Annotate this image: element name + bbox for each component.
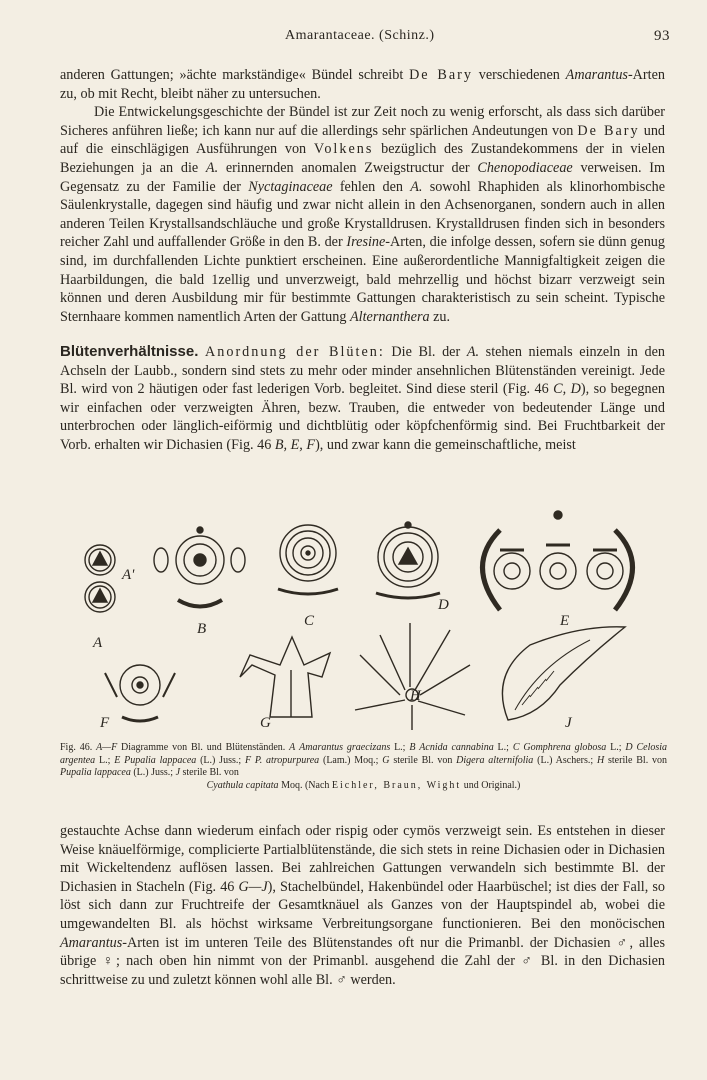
paragraph-bundles: Die Entwickelungsgeschichte der Bündel ist zur Zeit noch zu wenig erforscht, als dass sich darüber Sicheres anführen ließe; ich kann nur auf die allerdings sehr spärlichen Andeutungen von De Bary und auf die einschlägigen Ausführungen von Volkens bezüglich des Zustandekommens der in vielen Beziehungen ja an die A. erinnernden anomalen Zweigstructur der Chenopodiaceae verweisen. Im Gegensatz zu der Familie der Nyctaginaceae fehlen den A. sowohl Rhaphiden als klinorhombische Säulenkrystalle, dagegen sind häufig und zwar nicht allein in den Achsenorganen, sondern auch in allen anderen Teilen Krystallsandschläuche und große Krystalldrusen. Krystalldrusen finden sich in besonders reicher Zahl und auffallender Größe in den B. der Iresine-Arten, die infolge dessen, sofern sie dünn genug sind, im durchfallenden Lichte punktiert erscheinen. Eine außerordentliche Mannigfaltigkeit zeigen die Haarbildungen, die bald 1zellig und unverzweigt, bald mehrzellig und höchst bizarr verzweigt sein können und deren Ausbildung mir für bestimmte Gattungen charakteristisch zu sein scheint. Typische Sternhaare kommen namentlich Arten der Gattung Alternanthera zu. [60,104,666,325]
paragraph-continuation: anderen Gattungen; »ächte markständige« Bündel schreibt De Bary verschiedenen Amarantus-Arten zu, ob mit Recht, bleibt näher zu untersuchen. [60,67,665,102]
female-symbol: ♀ [102,953,116,970]
diagram-a [85,545,115,612]
diagram-d [376,522,440,598]
diagram-c [278,525,338,594]
figure-46 [60,505,665,745]
label-e: E [560,613,570,629]
section-heading: Blütenverhältnisse. [60,343,199,360]
running-title: Amarantaceae. (Schinz.) [285,28,435,43]
label-h: H [410,688,421,704]
male-symbol: ♂ [336,971,347,988]
label-a-prime: A' [122,567,135,583]
male-symbol: ♂ [521,953,535,970]
diagram-e [483,511,633,610]
diagram-b [154,527,245,607]
text-block-lower [60,822,665,989]
drawing-g [240,637,330,717]
caption-last-line: Cyathula capitata Moq. (Nach Eichler, Braun, Wight und Original.) [206,779,521,791]
paragraph-inflorescence: gestauchte Achse dann wiederum einfach oder rispig oder cymös verzweigt sein. Es entstehen in dieser Weise knäuelförmige, complicierte Partialblütenstände, die sich stets in reine Dichasien oder in Dichasien mit Wickeltendenz auflösen lassen. Bei zahlreichen Gattungen verwandeln sich bestimmte Bl. der Dichasien in Stacheln (Fig. 46 G—J), Stachelbündel, Hakenbündel oder Haarbüschel; ist dies der Fall, so löst sich dann zur Fruchtreife der Gesamtknäuel als Ganzes von der Hauptspindel ab, wobei die umgewandelten Bl. als höchst wirksame Verbreitungsorgane functionieren. Bei den monöcischen Amarantus-Arten ist im unteren Teile des Blütenstandes oft nur die Primanbl. der Dichasien ♂, alles übrige ♀; nach oben hin nimmt von der Primanbl. ausgehend die Zahl der ♂ Bl. in den Dichasien schrittweise zu und zuletzt können wohl alle Bl. ♂ werden. [60,823,666,988]
paragraph-flower-relations: Blütenverhältnisse. Anordnung der Blüten: Die Bl. der A. stehen niemals einzeln in den Achseln der Laubb., sondern sind stets zu mehr oder minder ansehnlichen Blütenständen vereinigt. Jede Bl. wird von 2 häutigen oder fast lederigen Vorb. begleitet. Sind diese steril (Fig. 46 C, D), so begegnen wir einfachen oder verzweigten Ähren, bezw. Trauben, die entweder von bedeutender Länge und unterbrochen oder länglich-eiförmig und dichtblütig oder köpfchenförmig sind. Bei Fruchtbarkeit der Vorb. erhalten wir Dichasien (Fig. 46 B, E, F), und zwar kann die gemeinschaftliche, meist [60,343,666,453]
label-j: J [565,715,572,731]
figure-illustration [60,505,665,745]
figure-caption: Fig. 46. A—F Diagramme von Bl. und Blütenständen. A Amarantus graecizans L.; B Acnida cannabina L.; C Gomphrena globosa L.; D Celosia argentea L.; E Pupalia lappacea (L.) Juss.; F P. atropurpurea (Lam.) Moq.; G sterile Bl. von Digera alternifolia (L.) Aschers.; H sterile Bl. von Pupalia lappacea (L.) Juss.; J sterile Bl. von Cyathula capitata Moq. (Nach Eichler, Braun, Wight und Original.) [60,742,668,791]
label-b: B [197,621,207,637]
label-f: F [100,715,110,731]
label-a: A [93,635,103,651]
drawing-h [355,623,470,730]
page-number: 93 [654,28,670,44]
label-c: C [304,613,315,629]
male-symbol: ♂ [616,934,630,951]
label-d: D [438,597,449,613]
drawing-j [502,627,625,720]
text-block-upper [60,66,665,326]
label-g: G [260,715,271,731]
text-block-flowers [60,343,665,455]
running-header [60,28,670,48]
diagram-f [105,665,175,721]
